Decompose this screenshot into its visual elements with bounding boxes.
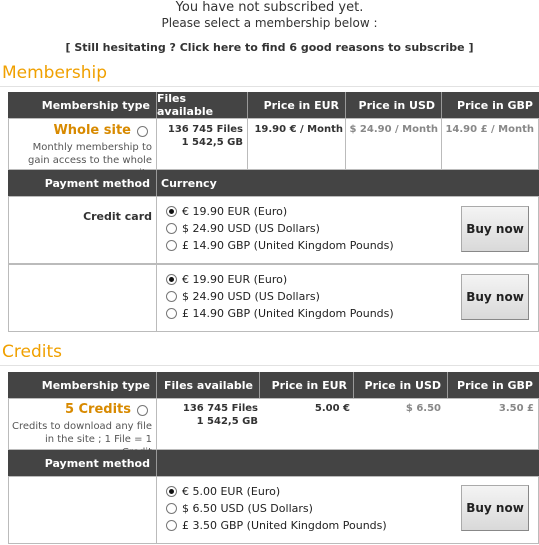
plan-description: Monthly membership to gain access to the whole (27, 142, 152, 166)
plan-files-size: 1 542,5 GB (196, 416, 258, 427)
credits-table-header (8, 372, 539, 398)
plan-files-count: 136 745 Files (182, 403, 258, 414)
currency-option-label: € 5.00 EUR (Euro) (182, 485, 281, 498)
radio-usd[interactable] (166, 223, 177, 234)
currency-option-label: $ 24.90 USD (US Dollars) (182, 290, 320, 303)
col-files-available: Files available (164, 378, 253, 392)
payment-method-heading: Payment method (44, 456, 150, 470)
currency-option-label: € 19.90 EUR (Euro) (182, 273, 288, 286)
plan-radio-whole-site[interactable] (137, 126, 148, 137)
membership-table-header (8, 92, 539, 118)
hesitate-link[interactable]: [ Still hesitating ? Click here to find 6 good reasons to subscribe ] (65, 41, 474, 54)
plan-price-eur: 5.00 € (314, 403, 350, 414)
buy-now-button[interactable]: Buy now (461, 485, 529, 531)
col-price-eur: Price in EUR (271, 378, 347, 392)
membership-divider (0, 86, 539, 87)
plan-price-usd: $ 6.50 (405, 403, 441, 414)
currency-option-label: £ 14.90 GBP (United Kingdom Pounds) (182, 239, 394, 252)
currency-option-label: $ 6.50 USD (US Dollars) (182, 502, 313, 515)
plan-price-eur: 19.90 € / Month (254, 124, 343, 135)
plan-name-whole-site: Whole site (53, 123, 131, 138)
radio-usd[interactable] (166, 291, 177, 302)
col-membership-type: Membership type (41, 378, 150, 392)
col-membership-type: Membership type (41, 98, 150, 112)
buy-now-button[interactable]: Buy now (461, 206, 529, 252)
col-files-available: Files available (157, 92, 214, 118)
plan-files-size: 1 542,5 GB (181, 137, 243, 148)
plan-price-gbp: 14.90 £ / Month (445, 124, 534, 135)
credits-section-title: Credits (2, 342, 62, 362)
credits-divider (0, 365, 539, 366)
plan-name-5-credits: 5 Credits (64, 402, 131, 417)
radio-gbp[interactable] (166, 520, 177, 531)
page-title: You have not subscribed yet. (175, 0, 364, 15)
currency-heading: Currency (161, 176, 217, 190)
membership-payment-header (8, 170, 539, 196)
currency-option-label: £ 3.50 GBP (United Kingdom Pounds) (182, 519, 387, 532)
radio-gbp[interactable] (166, 308, 177, 319)
col-price-gbp: Price in GBP (457, 378, 533, 392)
radio-eur[interactable] (166, 486, 177, 497)
credits-payment-header (8, 450, 539, 476)
payment-method-heading: Payment method (44, 176, 150, 190)
plan-radio-5-credits[interactable] (137, 405, 148, 416)
radio-eur[interactable] (166, 206, 177, 217)
plan-price-usd: $ 24.90 / Month (349, 124, 438, 135)
currency-option-label: $ 24.90 USD (US Dollars) (182, 222, 320, 235)
currency-option-label: € 19.90 EUR (Euro) (182, 205, 288, 218)
col-price-usd: Price in USD (364, 378, 441, 392)
currency-option-label: £ 14.90 GBP (United Kingdom Pounds) (182, 307, 394, 320)
col-price-gbp: Price in GBP (457, 98, 533, 112)
col-price-usd: Price in USD (358, 98, 435, 112)
plan-files-count: 136 745 Files (167, 124, 243, 135)
payment-method-credit-card: Credit card (83, 210, 152, 223)
radio-gbp[interactable] (166, 240, 177, 251)
col-price-eur: Price in EUR (263, 98, 339, 112)
plan-price-gbp: 3.50 £ (498, 403, 534, 414)
page-subtitle: Please select a membership below : (161, 16, 378, 30)
buy-now-button[interactable]: Buy now (461, 274, 529, 320)
membership-section-title: Membership (2, 63, 108, 83)
radio-usd[interactable] (166, 503, 177, 514)
plan-description: Credits to download any file in the site ; 1 File = 1 (12, 421, 153, 445)
radio-eur[interactable] (166, 274, 177, 285)
